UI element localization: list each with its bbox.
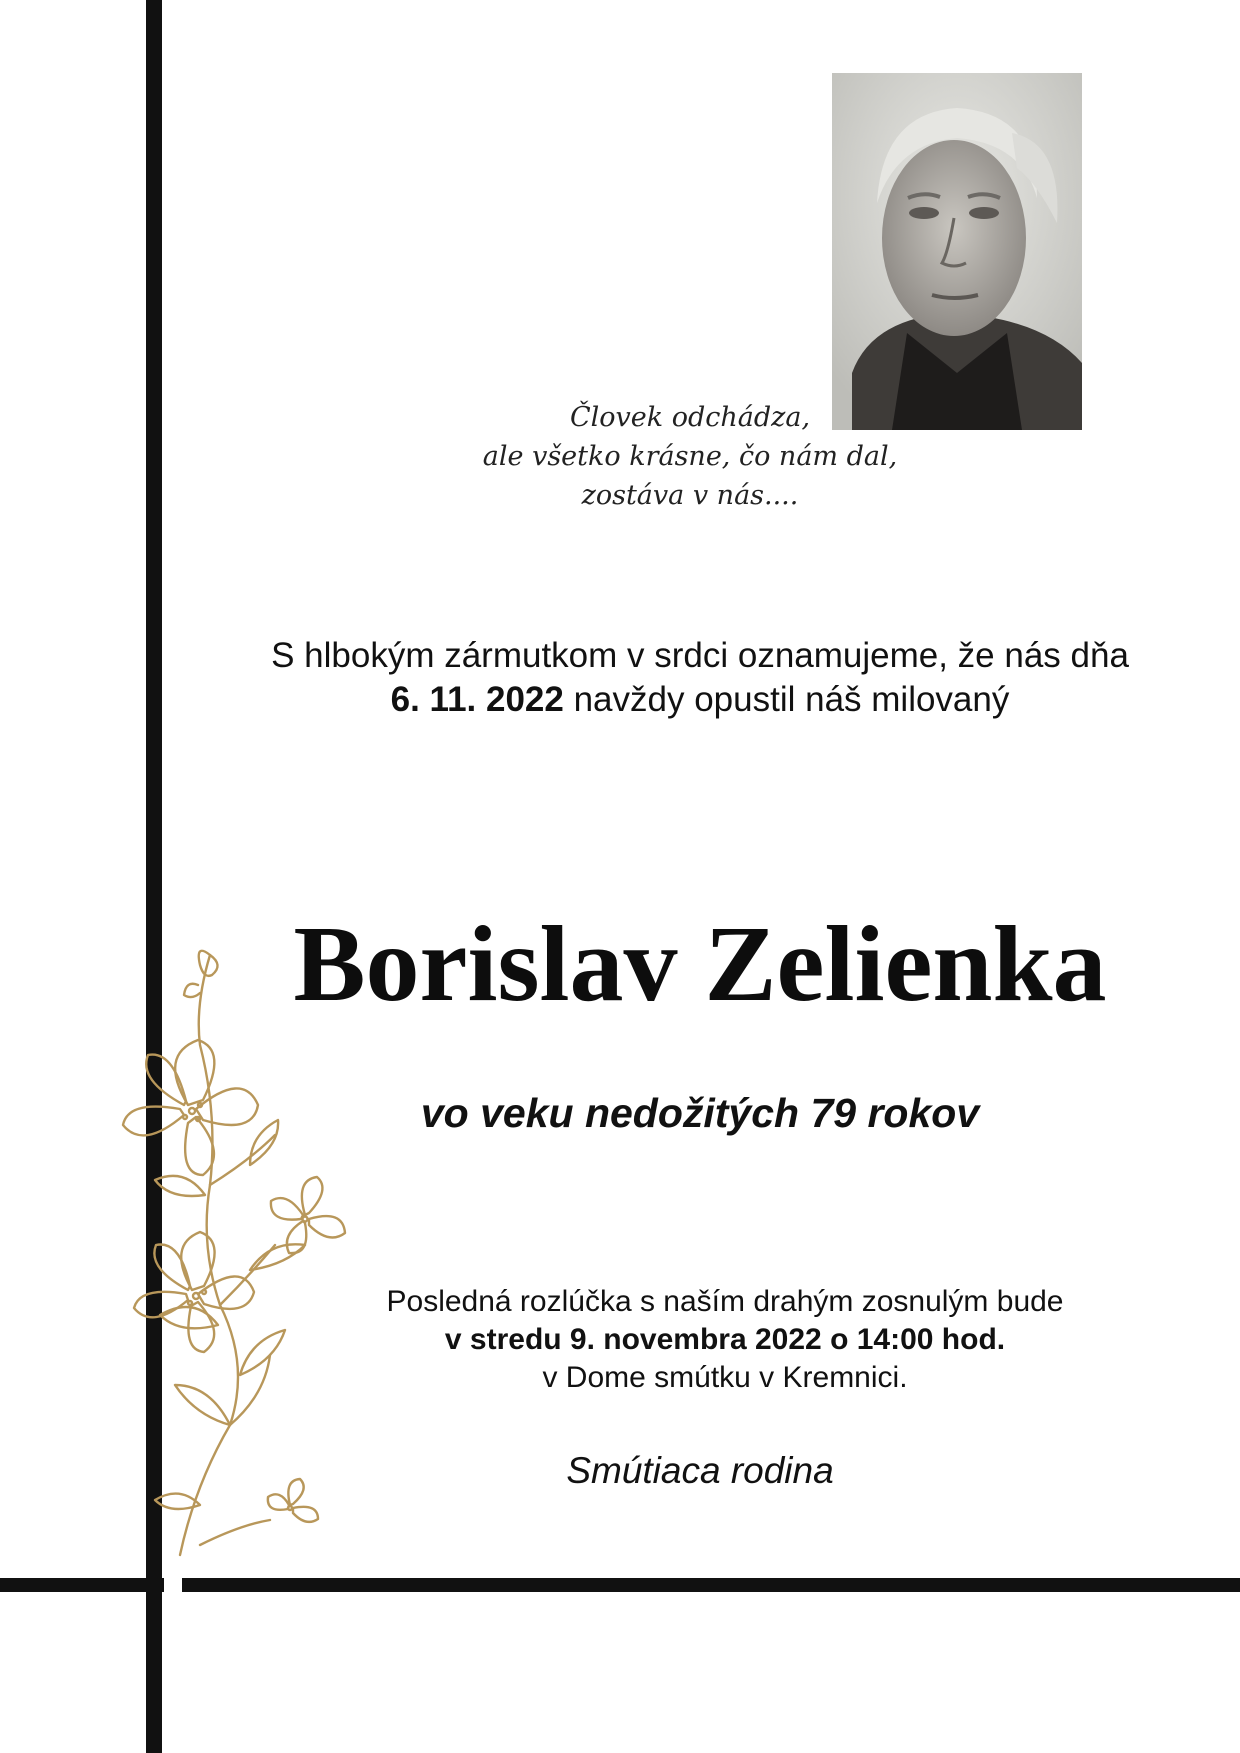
funeral-details [300,1283,1150,1397]
farewell-location: v Dome smútku v Kremnici. [542,1361,908,1394]
announcement-text [200,634,1200,722]
farewell-line-1: Posledná rozlúčka s naším drahým zosnulým bude [386,1285,1064,1318]
portrait-photo-icon [832,73,1082,430]
farewell-date-time: v stredu 9. novembra 2022 o 14:00 hod. [444,1323,1006,1356]
memorial-quote [440,398,940,515]
frame-cross-gap [164,1572,182,1598]
horizontal-frame-bar [0,1578,1240,1592]
announcement-line-2 [200,678,1200,722]
quote-line-1: Človek odchádza, [569,402,811,433]
floral-branch-icon [100,945,360,1565]
signature: Smútiaca rodina [566,1450,834,1491]
announcement-line-2-rest: navždy opustil náš milovaný [573,680,1010,719]
deceased-age: vo veku nedožitých 79 rokov [420,1090,980,1136]
quote-line-3: zostáva v nás.... [581,480,799,511]
announcement-line-1: S hlbokým zármutkom v srdci oznamujeme, že nás dňa [271,636,1129,675]
deceased-name: Borislav Zelienka [293,905,1107,1024]
quote-line-2: ale všetko krásne, čo nám dal, [482,441,898,472]
death-date: 6. 11. 2022 [390,680,564,719]
